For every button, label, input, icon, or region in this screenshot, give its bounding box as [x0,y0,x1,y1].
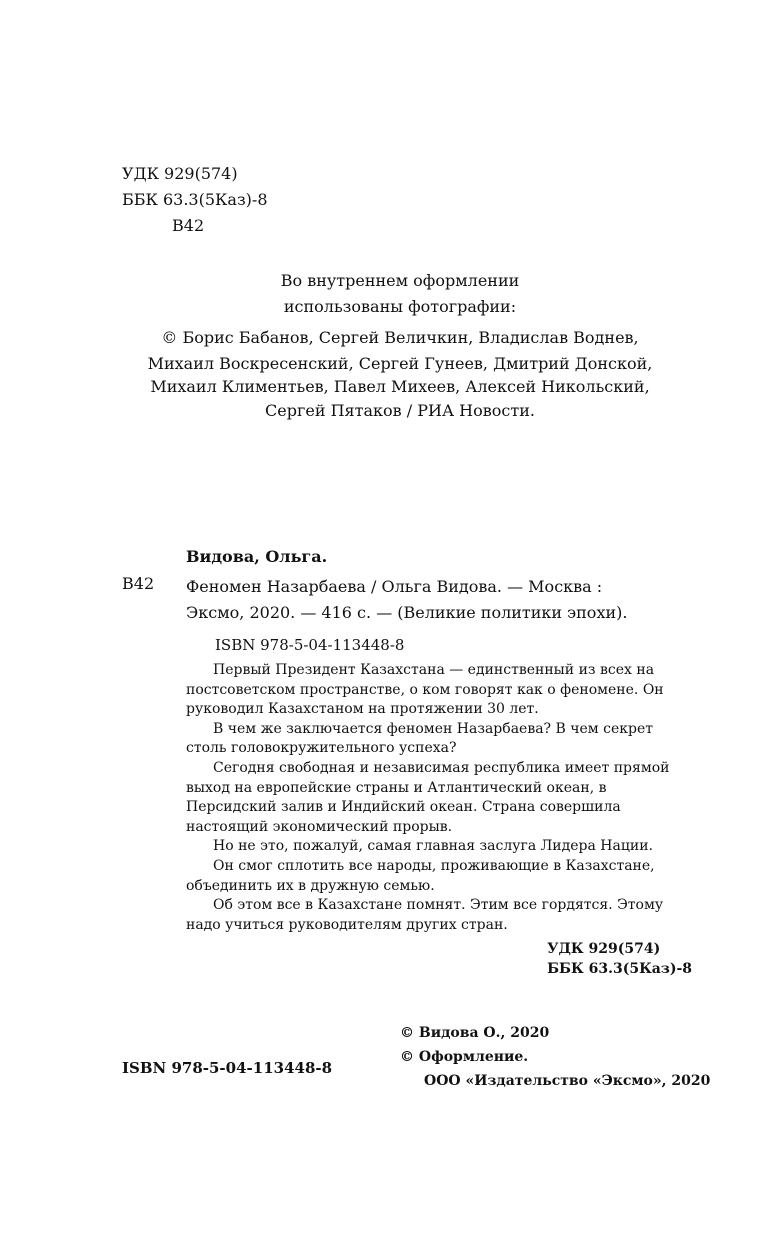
udk-code: УДК 929(574) [122,164,238,183]
record-title-line-2: Эксмо, 2020. — 416 с. — (Великие политики эпохи). [186,603,628,622]
isbn-bottom: ISBN 978-5-04-113448-8 [122,1059,333,1077]
copyright-block [400,1021,710,1093]
classification-block [122,161,268,239]
annotation [186,661,691,935]
copyright-author: © Видова О., 2020 [400,1025,550,1041]
photo-names-line-2: Михаил Воскресенский, Сергей Гунеев, Дмитрий Донской, [147,354,653,373]
signature-udk: УДК 929(574) [547,941,661,957]
copyright-publisher: ООО «Издательство «Эксмо», 2020 [424,1073,711,1089]
photo-names-line-1: © Борис Бабанов, Сергей Величкин, Владислав Воднев, [161,328,639,347]
author-sign: В42 [172,216,205,235]
bbk-code: ББК 63.3(5Каз)-8 [122,190,268,209]
annotation-paragraph: В чем же заключается феномен Назарбаева? В чем секрет столь головокружительного успеха? [186,720,653,757]
annotation-paragraph: Он смог сплотить все народы, проживающие в Казахстане, объединить их в дружную семью. [186,857,655,894]
record-author-sign: В42 [122,574,155,593]
annotation-paragraph: Сегодня свободная и независимая республика имеет прямой выход на европейские страны и Атлантический океан, в Персидский залив и Индийский океан. Страна совершила настоящий экономический прорыв. [186,759,670,835]
copyright-design: © Оформление. [400,1049,529,1065]
photo-names-line-4: Сергей Пятаков / РИА Новости. [265,401,535,420]
record-isbn: ISBN 978-5-04-113448-8 [215,636,405,654]
signature-bbk: ББК 63.3(5Каз)-8 [547,961,692,977]
annotation-paragraph: Об этом все в Казахстане помнят. Этим все гордятся. Этому надо учиться руководителям других стран. [186,897,664,933]
record-author: Видова, Ольга. [186,547,328,566]
photo-names-line-3: Михаил Климентьев, Павел Михеев, Алексей Никольский, [150,377,650,396]
record-title-block [186,574,691,626]
signature-block [547,939,692,979]
annotation-paragraph: Первый Президент Казахстана — единственный из всех на постсоветском пространстве, о ком говорят как о феномене. Он руководил Казахстаном на протяжении 30 лет. [186,662,664,718]
photo-intro-line-1: Во внутреннем оформлении [280,271,520,290]
record-title-line-1: Феномен Назарбаева / Ольга Видова. — Москва : [186,577,603,596]
photo-intro-line-2: использованы фотографии: [283,297,517,316]
annotation-paragraph: Но не это, пожалуй, самая главная заслуга Лидера Нации. [213,838,653,855]
